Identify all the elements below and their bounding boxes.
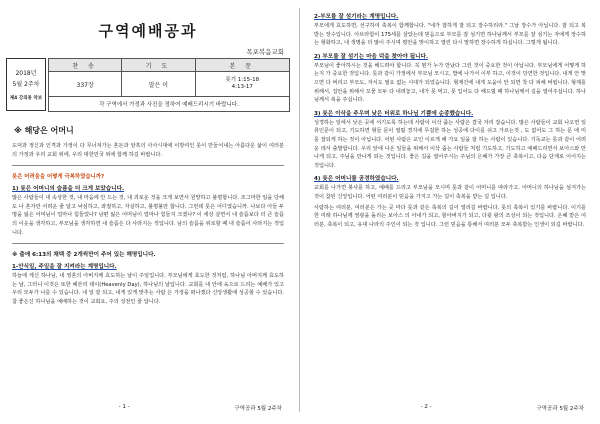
header-hymn: 찬 송 xyxy=(49,59,122,72)
header-block xyxy=(6,58,290,111)
prayer-leader: 말은 이 xyxy=(122,72,195,97)
footer-week: 구역공과 5월 2주차 xyxy=(234,406,282,412)
scripture-ref xyxy=(195,72,289,97)
p2-paragraph-5: 사람하는 여러분, 여러분은 가는 곳 마다 룻과 같은 축복의 길이 열리길 바랍니다. 룻의 축복이 있기를 바랍니다. 이기를 한 미래 하나님께 영광을 돌리는 보아스 의 아내가 되고, 할아버지가 되고, 다윗 왕의 조상이 되는 것입니다. 은혜 받은 여러분, 축복이 되고, 유대 나라의 주인이 되는 것 입니다. 그런 믿음을 통해서 여러분 모두 축복받는 인생이 되길 바랍니다. xyxy=(314,204,586,228)
subheading-2: 1-안식일, 주일을 잘 지켜라는 계명입니다. xyxy=(12,264,117,271)
subheading-2-3: 3) 룻은 이삭을 주우며 낮은 터위로 하나님 기쁨에 순종했습니다. xyxy=(314,110,474,117)
page-2 xyxy=(308,6,592,416)
page-number: - 1 - xyxy=(118,404,130,410)
document-title: 구역예배공과 xyxy=(98,22,198,40)
p2-paragraph-4: 교회를 나가면 봉사를 하고, 예배를 드리고 부모님을 모시며 룻과 같이 어머니를 따라가고, 어머니의 하나님을 섬겨가는 것이 참된 신앙입니다. 어떤 여러분이 믿음을 가지고 가는 길이 축복을 받는 길 입니다. xyxy=(314,185,586,200)
church-name: 목포복음교회 xyxy=(246,48,284,56)
paragraph-3: 하늘에 계신 하나님, 내 영혼의 아버지께 효도하는 날이 주일입니다. 부모님에게 효도한 것처럼, 하나님 아버지께 효도하는 날, 그러니 이것은 또한 헤븐리 데이(Heavenly Day), 하나님의 날입니다. 교회를 내 안에 육으로 드리는 예배가 있고 우리 모두가 나를 수 있습니다. 내 일 잘 되고, 내게 있게 맞추는 사람 은 가정을 떠나겠다 신앙생활에 성공할 수 있습니다. 참 좋은신 하나님을 예배하는 것이 교회요, 주의 성전인 줄 압니다. xyxy=(12,273,284,305)
page-footer xyxy=(308,404,592,412)
subheading-2-4: 4) 룻은 어머니를 공경하였습니다. xyxy=(314,176,399,183)
intro-paragraph: 도덕과 정신과 인격과 가정이 다 무너져가는 혼돈과 암흑의 사사시대에 이방여인 룻이 만들어내는 아름다운 삶이 여러분의 가정과 우리 교회 위에, 우리 대한민국 위에 함께 하길 바랍니다. xyxy=(12,143,284,158)
page-divider xyxy=(299,8,300,412)
header-prayer: 기 도 xyxy=(122,59,195,72)
subheading-2-2: 2) 부모를 잘 섬기는 마음 덕을 찾아야 됩니다. xyxy=(314,53,429,60)
paragraph-2: 많은 사람들이 내 속상한 것, 내 마음에 안 드는 것, 내 괴로운 것을 크게 보면서 원망하고 불평합니다. 조그마한 일을 당해도 나 혼자만 어려운 줄 알고 낙심하고, 좌절하고, 자살하고, 불평불만 합니다. 그런데 룻은 어디였습니까. 나보다 아들 두 명을 잃은 어머님이 얼마나 힘들었나? 남편 잃은 어머님이 얼마나 힘들지 크겠나? 이 세상 살면서 내 슬픔보다 더 큰 슬픔의 이웃을 생각하고, 부모님을 생각하면 내 슬픔은 다 사라지는 것입니다. 남의 슬픔을 위로할 때 내 슬픔이 사라지는 것입니다. xyxy=(12,195,284,236)
date-year: 2018년 xyxy=(15,70,37,77)
scripture-ref-1: 롯기 1:15-18 xyxy=(225,77,260,83)
question-heading: 룻은 어려움을 어떻게 극복하였습니까? xyxy=(12,174,105,181)
page-1 xyxy=(6,6,290,416)
worship-table xyxy=(48,58,290,112)
separator xyxy=(12,165,284,166)
header-scripture: 본 문 xyxy=(195,59,289,72)
hymn-number: 337장 xyxy=(49,72,122,97)
p2-paragraph-2: 부모님이 좋아하시는 것을 해드려야 합니다. 꼭 뭔가 누가 만났다 그런 것이 중요한 것이 아닙니다. 부모님에게 어떻게 하는지 가 중요한 것입니다. 룻과 같이 가정에서 부모님 모시고, 밥에 나가서 이부 하고, 이것이 당연한 것입니다. 내게 안 맞으면 다 버리고 부모도, 자식도 필요 없는 시대가 되었습니다. 형제간에 내게 도움이 안 되면 착 다 피해 버립니다. 형제를 위해서, 집안을 위해서 꼬물 모두 다 내려놓고, 내가 못 먹고, 못 입어도 다 해드릴 때 하나님께서 길을 열어주십니다. 하나님께서 복을 주십니다. xyxy=(314,62,586,104)
date-box xyxy=(6,58,46,111)
subheading-2-1: 2-부모를 잘 섬기라는 계명입니다. xyxy=(314,14,399,20)
date-caption: 제4 강의용 악보 xyxy=(9,96,43,101)
subheading-1: 1) 룻은 어머니의 슬픔을 더 크게 보았습니다. xyxy=(12,186,125,193)
page-footer xyxy=(6,404,290,412)
date-week: 5월 2주차 xyxy=(12,81,40,88)
bullet-note: ※ 출애 6:13의 채택 중 2개씩만이 주어 있는 해명입니다. xyxy=(12,252,156,259)
footer-week: 구역공과 5월 2주차 xyxy=(536,406,584,412)
page-number: - 2 - xyxy=(420,404,432,410)
separator xyxy=(12,243,284,244)
p2-paragraph-3: 성경하는 일에서 낮은 곳에 서기도록 하는데 사람이 이삭 줍는 사람은 결국 자리 잡습니다. 많은 사람들이 교회 나오면 일류인문이 되고, 기도하면 형들 문이 열릴 경지에 무겁한 하는 성공에 다이를 쉬고 가르는것 , 도 없어도 그 하는 문 에 미 를 잘되게 하는 것이 아닙니다. 어떤 사람은 교인 이르게 해 가요 일을 잘 하는 사람이 있습니다. 기독교는 룻과 같이 어려운 데서 출발합니다. 우리 앞에 나온 일들을 위해서 이삭 줍는 사람들 처럼 기도하고, 기도하고 예배드리면서 보아스와 만나게 되고, 주님을 만나게 되는 것입니다. 좋은 길을 열어주시는 주님의 은혜가 가장 큰 축복이고, 다음 단계로 이어지는 것입니다. xyxy=(314,119,586,169)
p2-paragraph-1: 부모에게 효도하면, 선구하여 축복이 함께합니다. "네가 잘하게 잘 되고 장수하리라." 그날 장수가 아닙니다. 잘 되고 복 받는 장수입니다. 아브라함이 175세를 살았는데 믿음으로 부모를 잘 섬기면 하나님께서 부모를 잘 섬기는 자에게 장수하는 형화하고, 내 생명을 더 많이 주시며 평안을 맞이하고 열린 다시 말하면 장수하게 하십니다. 그렇게 됩니다. xyxy=(314,23,586,47)
intro-note: 각 구역에서 가정과 사진을 정하여 예배드리시기 바랍니다. xyxy=(49,97,290,112)
scripture-ref-2: 4:13-17 xyxy=(231,84,253,90)
section-title: ※ 해당은 어머니 xyxy=(14,126,74,135)
